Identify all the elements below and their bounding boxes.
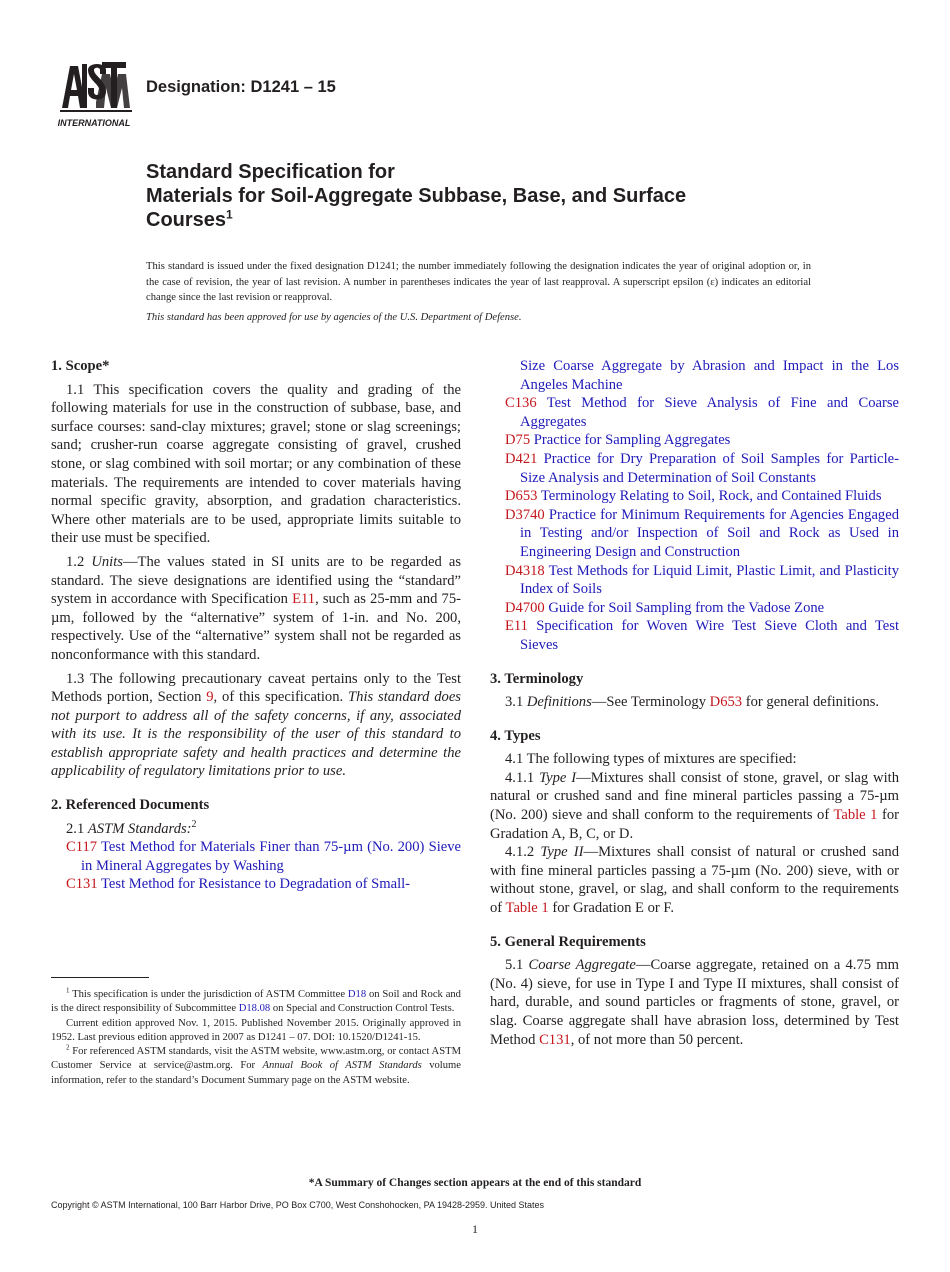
footnotes bbox=[51, 988, 461, 1088]
ref-d421[interactable]: D421 Practice for Dry Preparation of Soil Samples for Particle-Size Analysis and Determination of Soil Constants bbox=[505, 450, 899, 486]
link-d18-08[interactable]: D18.08 bbox=[238, 1003, 271, 1015]
footnote-rule bbox=[51, 977, 149, 978]
right-column bbox=[490, 357, 899, 1049]
paragraph-4-1-2: 4.1.2 Type II—Mixtures shall consist of natural or crushed sand with fine mineral particles passing a 75-µm (No. 200) sieve, with or without stone, gravel, or slag, and shall conform to the requirements of Table 1 for Gradation E or F. bbox=[490, 844, 900, 917]
ref-c131-continued[interactable]: Size Coarse Aggregate by Abrasion and Impact in the Los Angeles Machine bbox=[520, 358, 899, 393]
copyright: Copyright © ASTM International, 100 Barr Harbor Drive, PO Box C700, West Conshohocken, PA 19428-2959. United States bbox=[51, 1200, 545, 1210]
section-heading-types: 4. Types bbox=[490, 727, 541, 744]
ref-d653[interactable]: D653 Terminology Relating to Soil, Rock, and Contained Fluids bbox=[505, 488, 882, 505]
astm-logo bbox=[52, 58, 136, 132]
page-number: 1 bbox=[472, 1222, 478, 1236]
link-table-1[interactable]: Table 1 bbox=[505, 900, 549, 917]
ref-d4700[interactable]: D4700 Guide for Soil Sampling from the Vadose Zone bbox=[505, 599, 825, 616]
left-column bbox=[51, 357, 461, 894]
title-line-3: Courses$^1$ bbox=[146, 207, 233, 231]
paragraph-1-1: 1.1 This specification covers the quality and grading of the following materials for use in the construction of subbase, base, and surface courses: sand-clay mixtures; gravel; stone or slag screenings; sand; crusher-run coarse aggregate consisting of gravel, crushed stone, or slag combined with soil mortar; or any combination of these materials. The requirements are intended to cover materials having normal specific gravity, absorption, and gradation characteristics. Where other materials are to be used, appropriate limits suitable to their use must be specified. bbox=[51, 381, 461, 547]
ref-c131[interactable]: C131 Test Method for Resistance to Degradation of Small- bbox=[66, 876, 411, 893]
paragraph-4-1: 4.1 The following types of mixtures are specified: bbox=[505, 751, 797, 768]
link-e11[interactable]: E11 bbox=[292, 591, 316, 608]
logo-text: INTERNATIONAL bbox=[57, 118, 131, 128]
designation: Designation: D1241 – 15 bbox=[146, 78, 336, 96]
paragraph-3-1: 3.1 Definitions—See Terminology D653 for general definitions. bbox=[505, 694, 880, 711]
ref-c117[interactable]: C117 Test Method for Materials Finer than 75-µm (No. 200) Sieve in Mineral Aggregates by Washing bbox=[66, 839, 461, 874]
paragraph-5-1: 5.1 Coarse Aggregate—Coarse aggregate, retained on a 4.75 mm (No. 4) sieve, for use in Type I and Type II mixtures, shall consist of hard, durable, and sound particles or fragments of stone, gravel, or slag. Coarse aggregate shall have abrasion loss, determined by Test Method C131, of not more than 50 percent. bbox=[490, 957, 899, 1048]
issuance-notice: This standard is issued under the fixed designation D1241; the number immediately following the designation indicates the year of original adoption or, in the case of revision, the year of last revision. A number in parentheses indicates the year of last reapproval. A superscript epsilon (ε) indicates an editorial change since the last revision or reapproval. bbox=[146, 261, 811, 303]
footnote-1-edition: Current edition approved Nov. 1, 2015. Published November 2015. Originally approved in 1952. Last previous edition approved in 2007 as D1241 – 07. DOI: 10.1520/D1241-15. bbox=[51, 1017, 461, 1043]
ref-c136[interactable]: C136 Test Method for Sieve Analysis of Fine and Coarse Aggregates bbox=[505, 395, 899, 430]
section-heading-scope: 1. Scope* bbox=[51, 358, 110, 374]
title-line-2: Materials for Soil-Aggregate Subbase, Base, and Surface bbox=[146, 185, 687, 207]
paragraph-1-3: 1.3 The following precautionary caveat pertains only to the Test Methods portion, Section 9, of this specification. This standard does not purport to address all of the safety concerns, if any, associated with its use. It is the responsibility of the user of this standard to establish appropriate safety and health practices and determine the applicability of regulatory limitations prior to use. bbox=[51, 670, 461, 780]
page-title bbox=[146, 160, 846, 232]
link-table-1[interactable]: Table 1 bbox=[833, 807, 878, 824]
dod-notice: This standard has been approved for use by agencies of the U.S. Department of Defense. bbox=[146, 312, 522, 323]
link-c131[interactable]: C131 bbox=[539, 1031, 571, 1048]
section-heading-terminology: 3. Terminology bbox=[490, 670, 584, 687]
link-section-9[interactable]: 9 bbox=[206, 689, 214, 706]
ref-d75[interactable]: D75 Practice for Sampling Aggregates bbox=[505, 432, 731, 449]
footnote-1: $^1$ This specification is under the jurisdiction of ASTM Committee D18 on Soil and Rock and is the direct responsibility of Subcommittee D18.08 on Special and Construction Control Tests. bbox=[51, 986, 461, 1015]
title-line-1: Standard Specification for bbox=[146, 161, 395, 183]
section-heading-general: 5. General Requirements bbox=[490, 933, 646, 950]
summary-of-changes-note: *A Summary of Changes section appears at the end of this standard bbox=[308, 1177, 642, 1189]
paragraph-1-2: 1.2 Units—The values stated in SI units are to be regarded as standard. The sieve designations are identified using the “standard” system in accordance with Specification E11, such as 25-mm and 75-µm, followed by the “alternative” system of 1-in. and No. 200, respectively. Use of the “alternative” system shall not be regarded as nonconformance with this standard. bbox=[51, 553, 461, 663]
link-d18[interactable]: D18 bbox=[347, 989, 367, 1000]
title-footnote-mark: 1 bbox=[226, 207, 233, 222]
footnote-2: $^2$ For referenced ASTM standards, visit the ASTM website, www.astm.org, or contact ASTM Customer Service at service@astm.org. For Annual Book of ASTM Standards volume information, refer to the standard’s Document Summary page on the ASTM website. bbox=[51, 1043, 461, 1086]
link-d653[interactable]: D653 bbox=[709, 694, 743, 711]
paragraph-2-1: 2.1 ASTM Standards:$^2$ bbox=[66, 818, 197, 837]
section-heading-referenced: 2. Referenced Documents bbox=[51, 797, 210, 814]
ref-d3740[interactable]: D3740 Practice for Minimum Requirements for Agencies Engaged in Testing and/or Inspection of Soil and Rock as Used in Engineering Design and Construction bbox=[505, 506, 899, 560]
ref-e11[interactable]: E11 Specification for Woven Wire Test Sieve Cloth and Test Sieves bbox=[505, 618, 899, 653]
paragraph-4-1-1: 4.1.1 Type I—Mixtures shall consist of stone, gravel, or slag with natural or crushed sand and fine mineral particles passing a 75-µm (No. 200) sieve and shall conform to the requirements of Table 1 for Gradation A, B, C, or D. bbox=[490, 769, 900, 842]
ref-d4318[interactable]: D4318 Test Methods for Liquid Limit, Plastic Limit, and Plasticity Index of Soils bbox=[505, 562, 899, 598]
